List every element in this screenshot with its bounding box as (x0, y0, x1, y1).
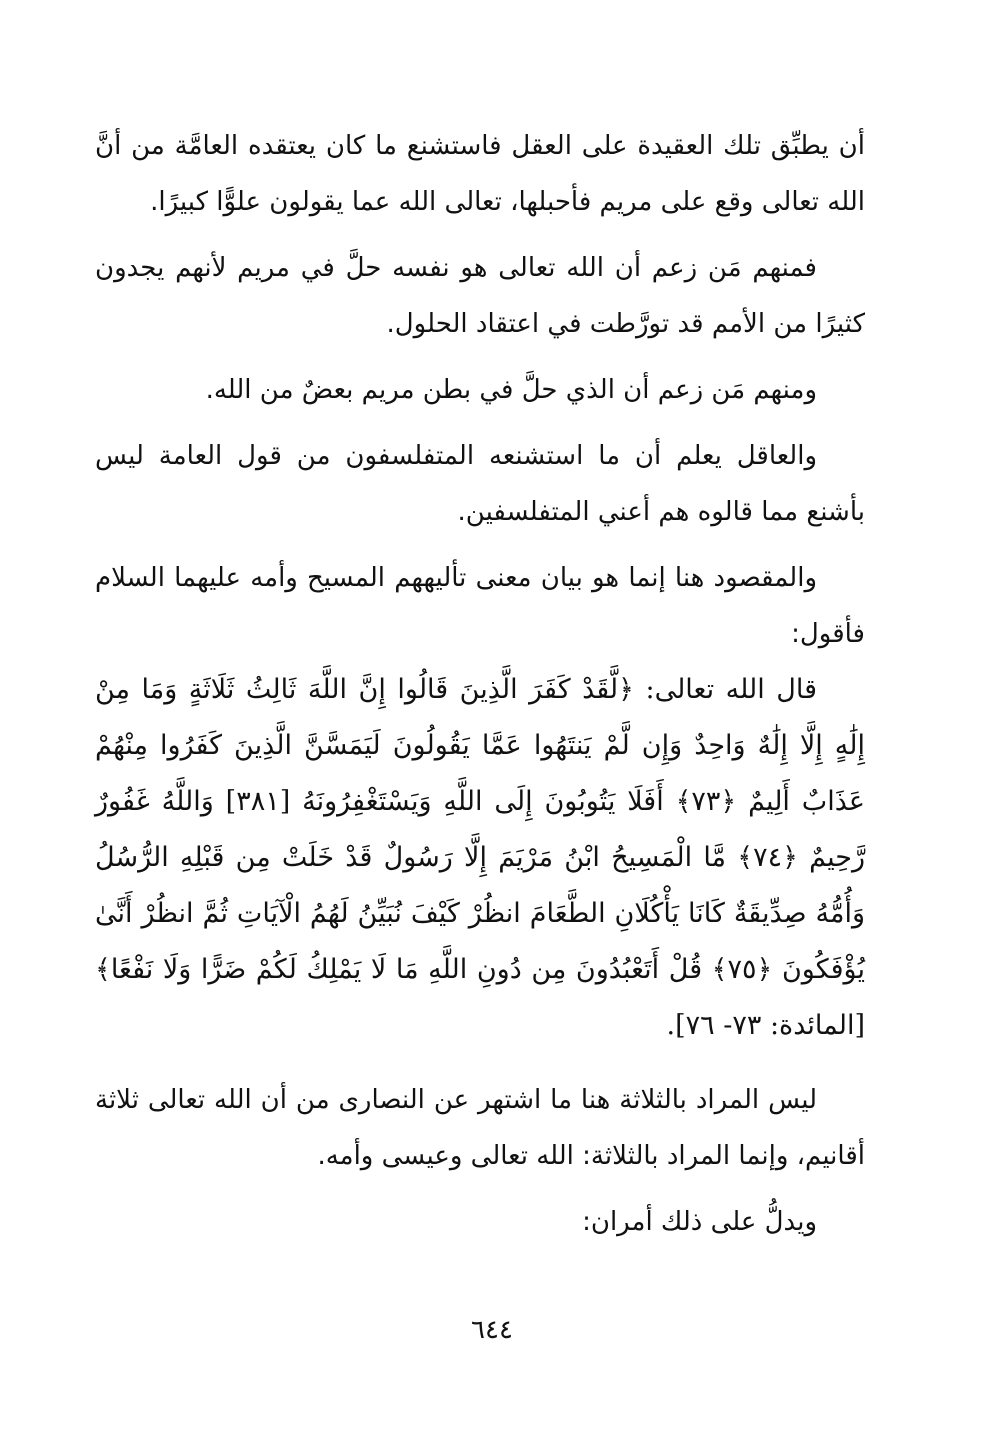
paragraph-1: أن يطبِّق تلك العقيدة على العقل فاستشنع ما كان يعتقده العامَّة من أنَّ الله تعالى وقع على مريم فأحبلها، تعالى الله عما يقولون علوًّا كبيرًا. (95, 131, 865, 217)
paragraph-7: ويدلُّ على ذلك أمران: (582, 1207, 817, 1237)
body-text-lower (95, 1072, 865, 1250)
paragraph-4: والعاقل يعلم أن ما استشنعه المتفلسفون من قول العامة ليس بأشنع مما قالوه هم أعني المتفلسفين. (95, 441, 865, 527)
paragraph-3: ومنهم مَن زعم أن الذي حلَّ في بطن مريم بعضٌ من الله. (205, 375, 817, 405)
quran-citation: [المائدة: ٧٣- ٧٦]. (666, 1010, 865, 1041)
body-text-upper (95, 118, 865, 662)
quran-verses: ﴿لَّقَدْ كَفَرَ الَّذِينَ قَالُوا إِنَّ اللَّهَ ثَالِثُ ثَلَاثَةٍ وَمَا مِنْ إِلَٰهٍ إِلَّا إِلَٰهٌ وَاحِدٌ وَإِن لَّمْ يَنتَهُوا عَمَّا يَقُولُونَ لَيَمَسَّنَّ الَّذِينَ كَفَرُوا مِنْهُمْ عَذَابٌ أَلِيمٌ ﴿٧٣﴾ أَفَلَا يَتُوبُونَ إِلَى اللَّهِ وَيَسْتَغْفِرُونَهُ [٣٨١] وَاللَّهُ غَفُورٌ رَّحِيمٌ ﴿٧٤﴾ مَّا الْمَسِيحُ ابْنُ مَرْيَمَ إِلَّا رَسُولٌ قَدْ خَلَتْ مِن قَبْلِهِ الرُّسُلُ وَأُمُّهُ صِدِّيقَةٌ كَانَا يَأْكُلَانِ الطَّعَامَ انظُرْ كَيْفَ نُبَيِّنُ لَهُمُ الْآيَاتِ ثُمَّ انظُرْ أَنَّىٰ يُؤْفَكُونَ ﴿٧٥﴾ قُلْ أَتَعْبُدُونَ مِن دُونِ اللَّهِ مَا لَا يَمْلِكُ لَكُمْ ضَرًّا وَلَا نَفْعًا﴾ (95, 674, 865, 985)
quran-paragraph (95, 662, 865, 1054)
page-number: ٦٤٤ (471, 1315, 513, 1345)
paragraph-5: والمقصود هنا إنما هو بيان معنى تأليههم المسيح وأمه عليهما السلام فأقول: (95, 563, 865, 649)
paragraph-6: ليس المراد بالثلاثة هنا ما اشتهر عن النصارى من أن الله تعالى ثلاثة أقانيم، وإنما المراد بالثلاثة: الله تعالى وعيسى وأمه. (95, 1085, 865, 1171)
paragraph-2: فمنهم مَن زعم أن الله تعالى هو نفسه حلَّ في مريم لأنهم يجدون كثيرًا من الأمم قد تورَّطت في اعتقاد الحلول. (95, 253, 865, 339)
quran-quote-block (95, 662, 865, 1054)
quran-intro: قال الله تعالى: (645, 674, 817, 705)
